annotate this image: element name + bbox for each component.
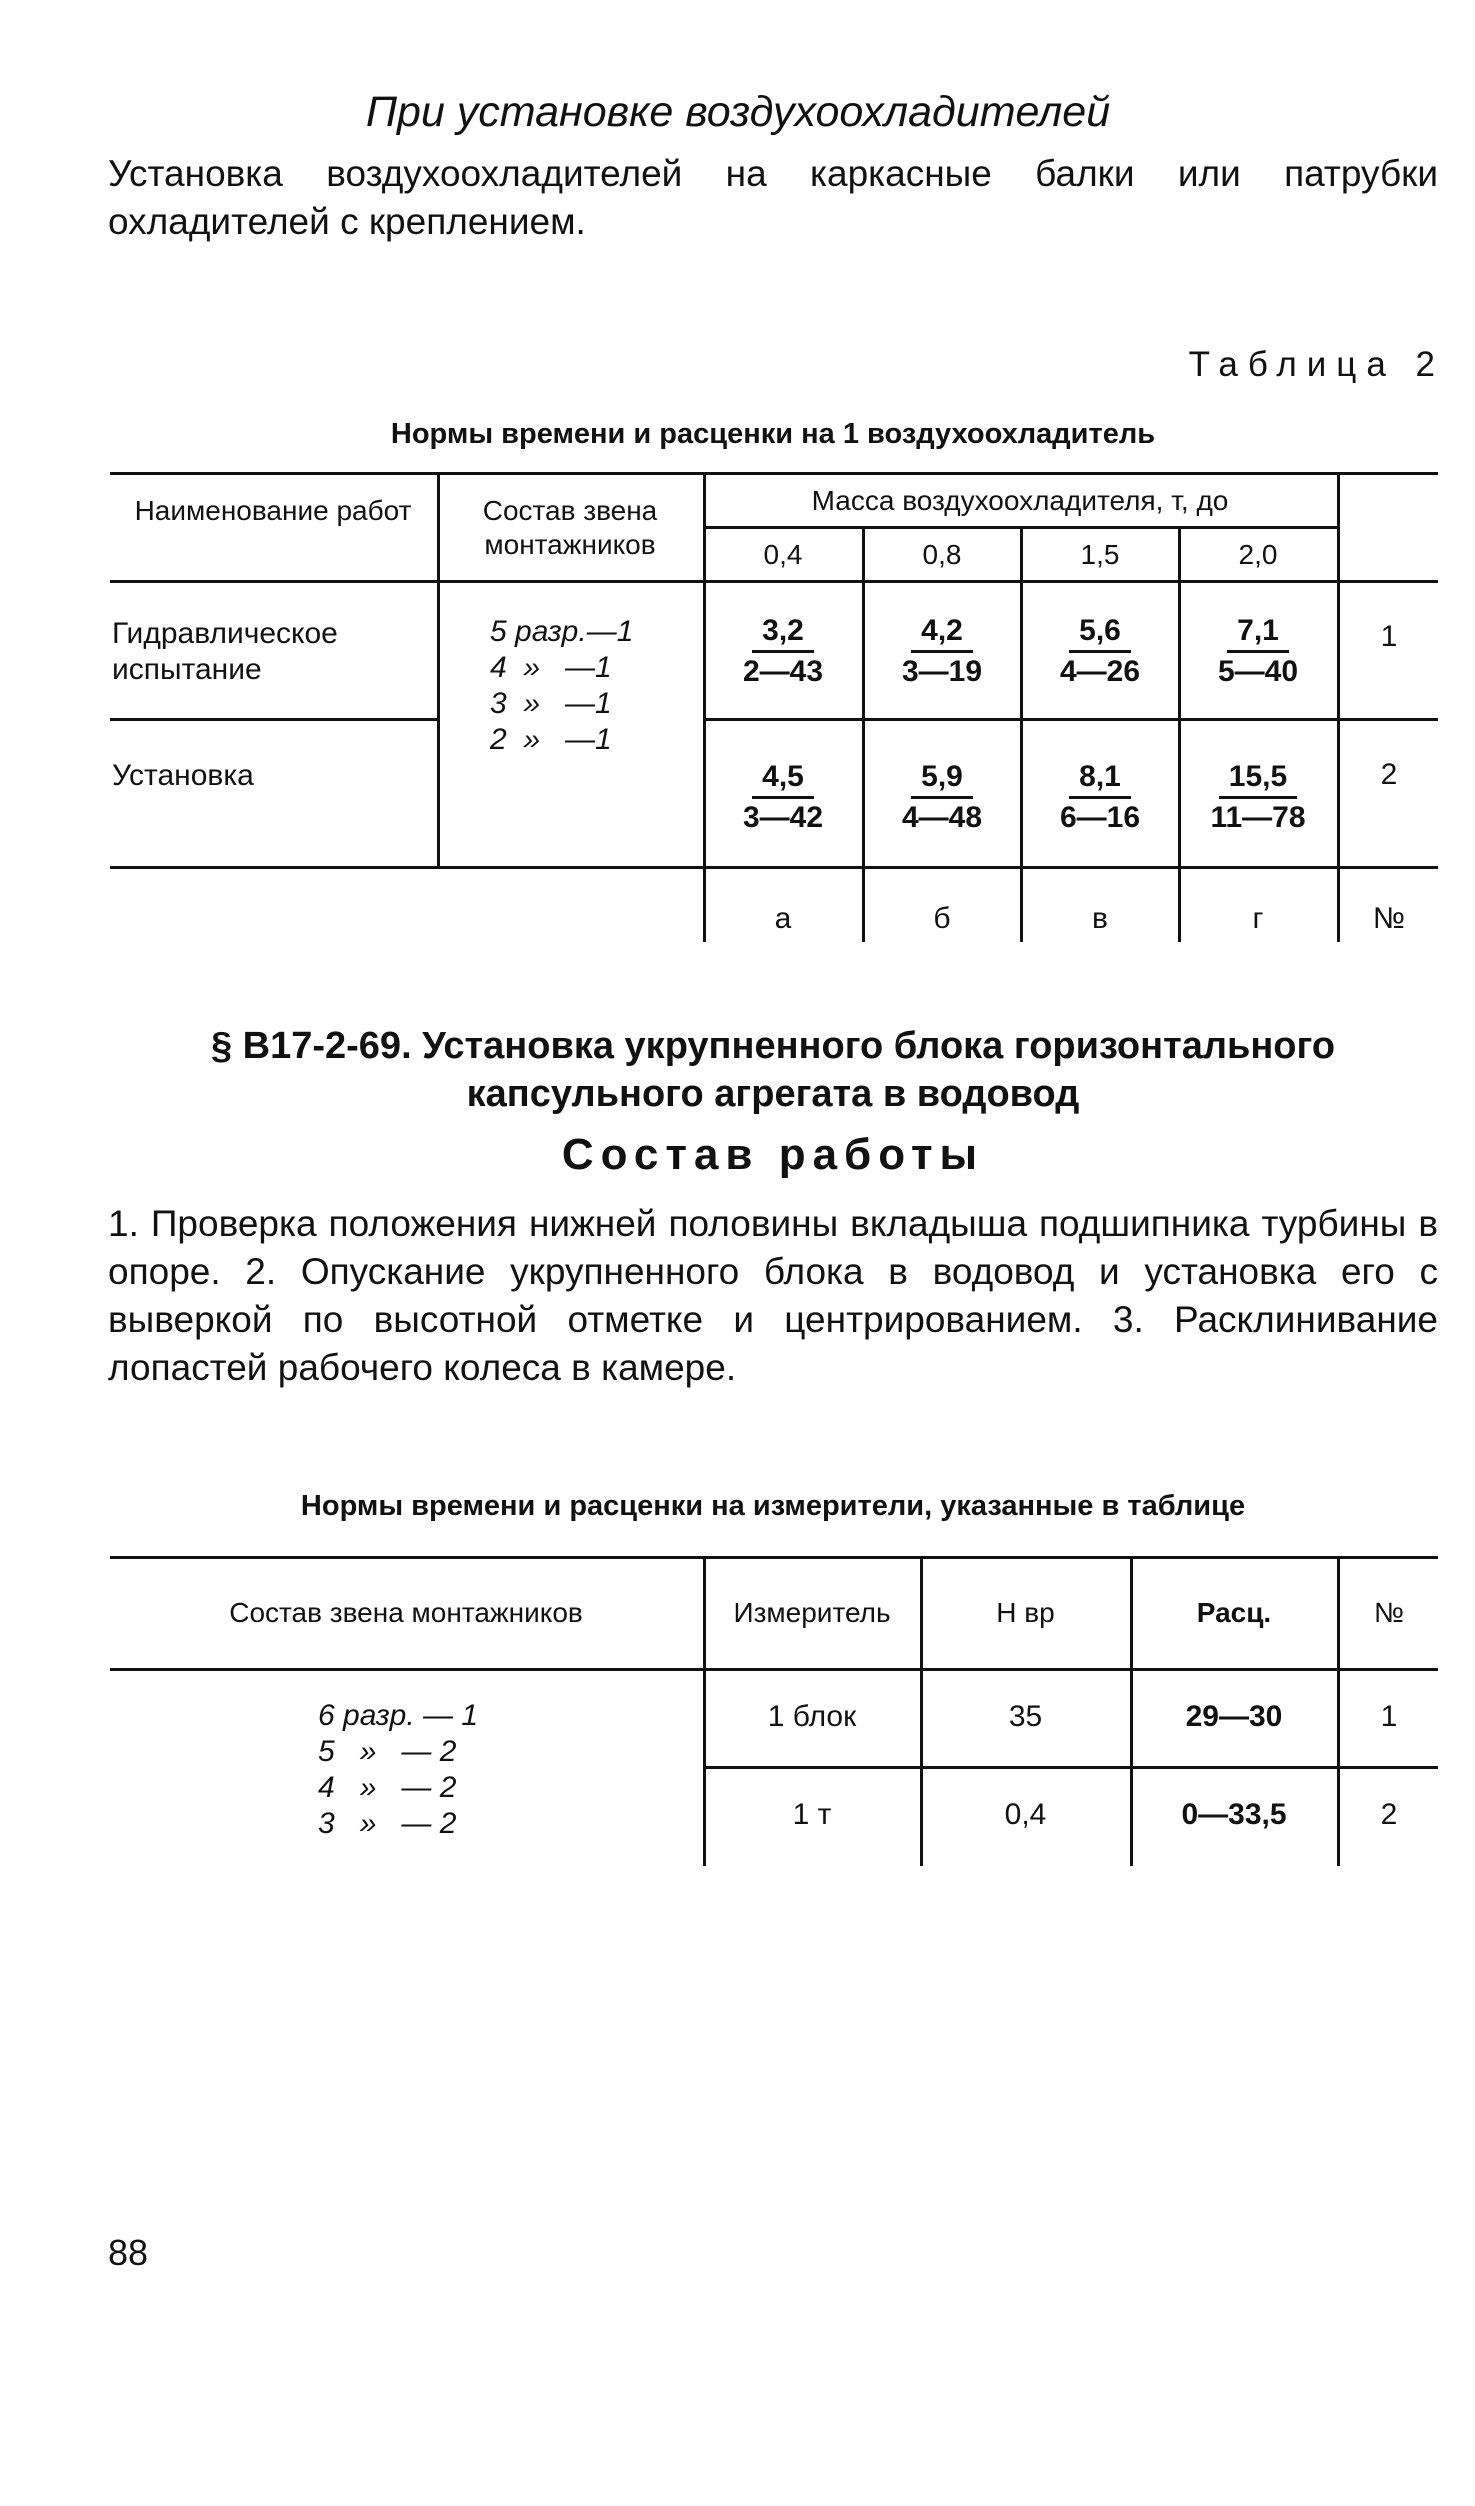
price-value: 4—48	[901, 801, 983, 834]
norm-value: 4,5	[752, 758, 814, 799]
table1-value-cell	[865, 612, 1019, 691]
price-value: 5—40	[1217, 655, 1299, 688]
table1-caption: Нормы времени и расценки на 1 воздухоохладитель	[390, 418, 1156, 450]
table2-header: Состав звена монтажников	[229, 1597, 583, 1628]
table2-header: Расц.	[1196, 1597, 1272, 1628]
table2-caption: Нормы времени и расценки на измерители, указанные в таблице	[300, 1490, 1246, 1522]
table2-header: Н вр	[996, 1597, 1055, 1628]
section-title: § В17-2-69. Установка укрупненного блока горизонтального капсульного агрегата в водовод	[210, 1025, 1336, 1115]
norm-value: 4,2	[911, 612, 973, 653]
table1-row-rule-values	[703, 718, 1438, 721]
price-value: 6—16	[1059, 801, 1141, 834]
norm-value: 8,1	[1069, 758, 1131, 799]
table2-header-rule	[110, 1668, 1438, 1671]
table1-value-cell	[706, 612, 860, 691]
table2-header: Измеритель	[733, 1597, 891, 1628]
table1-col-divider	[862, 526, 865, 942]
norm-value: 15,5	[1219, 758, 1297, 799]
table1-col-divider	[1020, 526, 1023, 942]
table1-footer-num: №	[1372, 902, 1406, 935]
table1-value-cell	[706, 758, 860, 837]
price-value: 11—78	[1210, 801, 1306, 834]
price-value: 3—42	[742, 801, 824, 834]
table1-footer-letter: б	[933, 902, 951, 935]
table1-row-rule-name	[110, 718, 437, 721]
intro-paragraph: Установка воздухоохладителей на каркасные балки или патрубки охладителей с креплением.	[108, 153, 1438, 242]
table2-price: 29—30	[1185, 1700, 1283, 1733]
table1-footer-letter: в	[1092, 902, 1108, 935]
table1-footer-letter: а	[774, 902, 792, 935]
table1-mass-col: 0,4	[763, 539, 803, 570]
price-value: 4—26	[1059, 655, 1141, 688]
table1-bottom-rule	[110, 866, 1438, 869]
table1-crew: 5 разр.—1 4 » —1 3 » —1 2 » —1	[490, 615, 634, 756]
table-label: Таблица 2	[1188, 345, 1445, 384]
norm-value: 7,1	[1227, 612, 1289, 653]
table1-mass-col: 1,5	[1080, 539, 1120, 570]
table2-norm: 0,4	[1004, 1798, 1047, 1831]
price-value: 2—43	[742, 655, 824, 688]
norm-value: 3,2	[752, 612, 814, 653]
table2-price: 0—33,5	[1181, 1798, 1287, 1831]
table1-col-divider	[1337, 472, 1340, 942]
table1-mass-col: 0,8	[922, 539, 962, 570]
table1-row-number: 1	[1380, 620, 1398, 653]
table1-header-name: Наименование работ	[134, 495, 412, 526]
table1-row-name: Гидравлическое испытание	[112, 617, 338, 686]
table2-header: №	[1373, 1597, 1405, 1628]
table1-row-number: 2	[1380, 758, 1398, 791]
table1-value-cell	[1023, 612, 1177, 691]
table1-header-crew: Состав звена монтажников	[482, 495, 658, 560]
table1-value-cell	[1181, 758, 1335, 837]
norm-value: 5,6	[1069, 612, 1131, 653]
table2-row-rule	[703, 1766, 1438, 1769]
table1-top-rule	[110, 472, 1438, 475]
norm-value: 5,9	[911, 758, 973, 799]
section-heading-italic: При установке воздухоохладителей	[365, 88, 1111, 136]
table1-header-rule	[110, 580, 1438, 583]
table1-row-name: Установка	[112, 759, 254, 792]
table1-value-cell	[1023, 758, 1177, 837]
table1-header-mass: Масса воздухоохладителя, т, до	[811, 485, 1229, 516]
table1-value-cell	[865, 758, 1019, 837]
price-value: 3—19	[901, 655, 983, 688]
table1-footer-letter: г	[1252, 902, 1264, 935]
table2-top-rule	[110, 1556, 1438, 1559]
table2-unit: 1 т	[792, 1798, 832, 1831]
page-number: 88	[108, 2232, 149, 2273]
table2-crew: 6 разр. — 1 5 » — 2 4 » — 2 3 » — 2	[318, 1699, 479, 1840]
section-body: 1. Проверка положения нижней половины вкладыша подшипника турбины в опоре. 2. Опускание укрупненного блока в водовод и установка его с выверкой по высотной отметке и центрированием. 3. Расклинивание лопастей рабочего колеса в камере.	[108, 1203, 1438, 1388]
table1-mass-col: 2,0	[1238, 539, 1278, 570]
table2-row-number: 1	[1380, 1700, 1398, 1733]
section-subtitle: Состав работы	[561, 1130, 985, 1179]
table1-col-divider	[1178, 526, 1181, 942]
table1-value-cell	[1181, 612, 1335, 691]
table2-norm: 35	[1008, 1700, 1043, 1733]
table2-unit: 1 блок	[767, 1700, 857, 1733]
table2-row-number: 2	[1380, 1798, 1398, 1831]
